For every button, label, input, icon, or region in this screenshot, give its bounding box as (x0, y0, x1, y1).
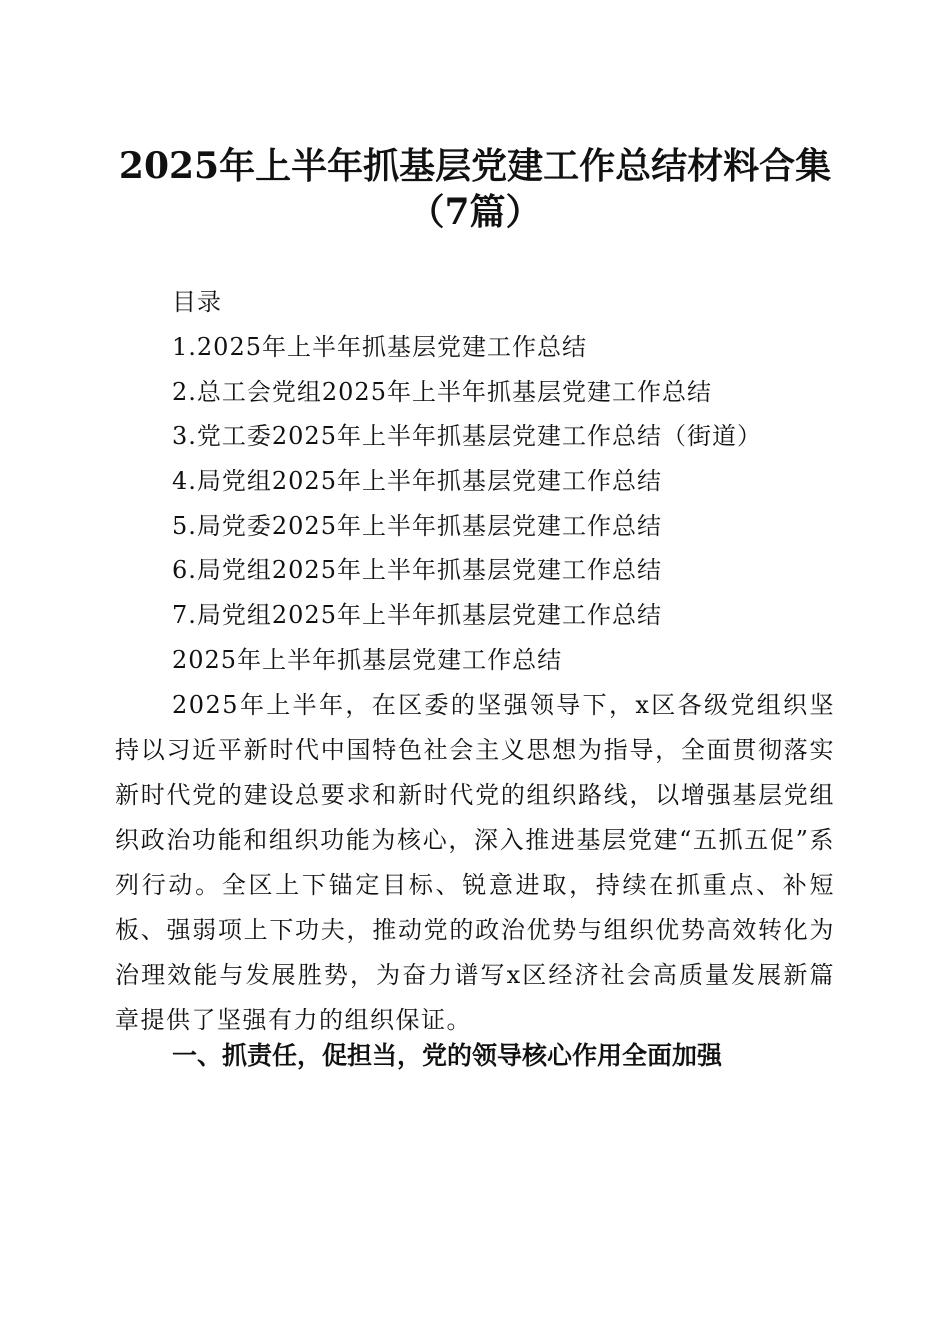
toc-heading: 目录 (172, 288, 222, 316)
toc-item-4: 4.局党组2025年上半年抓基层党建工作总结 (172, 467, 662, 495)
document-title-line-2: （7篇） (408, 191, 542, 233)
document-title-line-1: 2025年上半年抓基层党建工作总结材料合集 (118, 145, 832, 187)
toc-item-3: 3.党工委2025年上半年抓基层党建工作总结（街道） (172, 422, 762, 450)
toc-item-7: 7.局党组2025年上半年抓基层党建工作总结 (172, 601, 662, 629)
intro-paragraph: 2025年上半年，在区委的坚强领导下，x区各级党组织坚持以习近平新时代中国特色社会主义思想为指导，全面贯彻落实新时代党的建设总要求和新时代党的组织路线，以增强基层党组织政治功能和组织功能为核心，深入推进基层党建“五抓五促”系列行动。全区上下锚定目标、锐意进取，持续在抓重点、补短板、强弱项上下功夫，推动党的政治优势与组织优势高效转化为治理效能与发展胜势，为奋力谱写x区经济社会高质量发展新篇章提供了坚强有力的组织保证。 (115, 691, 835, 1034)
toc-item-5: 5.局党委2025年上半年抓基层党建工作总结 (172, 512, 662, 540)
section-heading-1: 一、抓责任，促担当，党的领导核心作用全面加强 (172, 1041, 723, 1070)
article-title: 2025年上半年抓基层党建工作总结 (172, 646, 563, 674)
toc-item-2: 2.总工会党组2025年上半年抓基层党建工作总结 (172, 378, 712, 406)
toc-item-1: 1.2025年上半年抓基层党建工作总结 (172, 333, 587, 361)
toc-item-6: 6.局党组2025年上半年抓基层党建工作总结 (172, 556, 662, 584)
